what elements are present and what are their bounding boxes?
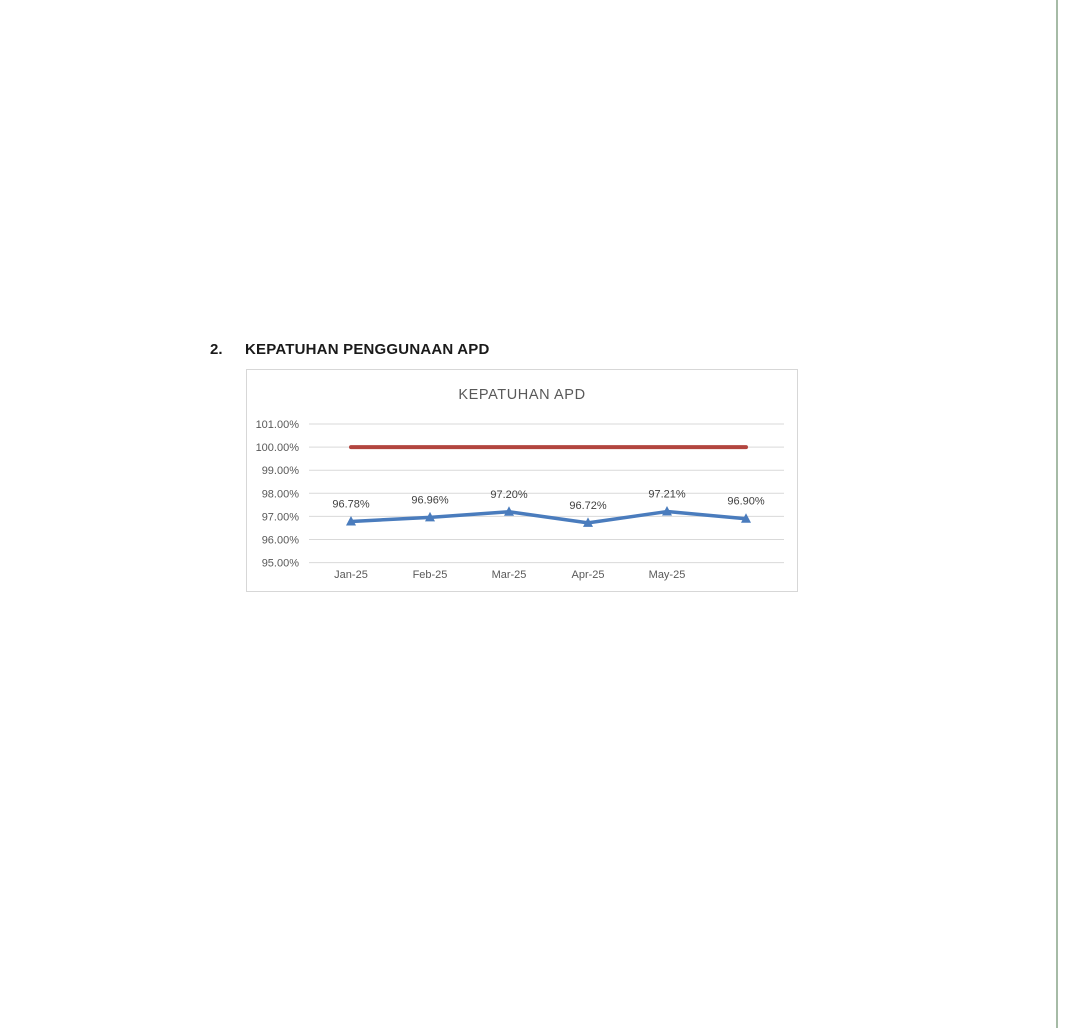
x-axis-tick-label: Feb-25	[412, 569, 448, 581]
data-point-label: 97.21%	[648, 488, 686, 501]
chart-container	[246, 369, 798, 592]
data-point-label: 96.96%	[411, 494, 449, 507]
x-axis-tick-label: May-25	[648, 569, 686, 581]
page-edge-rule	[1056, 0, 1058, 1028]
data-point-label: 97.20%	[490, 488, 528, 501]
y-axis-tick-label: 99.00%	[261, 465, 299, 478]
section-number: 2.	[210, 341, 223, 358]
chart-plot-area	[247, 370, 799, 593]
y-axis-tick-label: 100.00%	[255, 442, 299, 455]
section-heading: KEPATUHAN PENGGUNAAN APD	[245, 341, 490, 358]
x-axis-tick-label: Apr-25	[571, 569, 605, 581]
x-axis-tick-label: Jan-25	[334, 569, 368, 581]
y-axis-tick-label: 96.00%	[261, 534, 299, 547]
data-point-label: 96.78%	[332, 498, 370, 511]
y-axis-tick-label: 98.00%	[261, 488, 299, 501]
y-axis-tick-label: 97.00%	[261, 511, 299, 524]
data-point-label: 96.72%	[569, 499, 607, 512]
y-axis-tick-label: 95.00%	[261, 557, 299, 570]
chart-title: KEPATUHAN APD	[458, 387, 586, 403]
data-series-line	[351, 512, 746, 523]
x-axis-tick-label: Mar-25	[491, 569, 527, 581]
y-axis-tick-label: 101.00%	[255, 419, 299, 431]
data-point-label: 96.90%	[727, 495, 765, 508]
